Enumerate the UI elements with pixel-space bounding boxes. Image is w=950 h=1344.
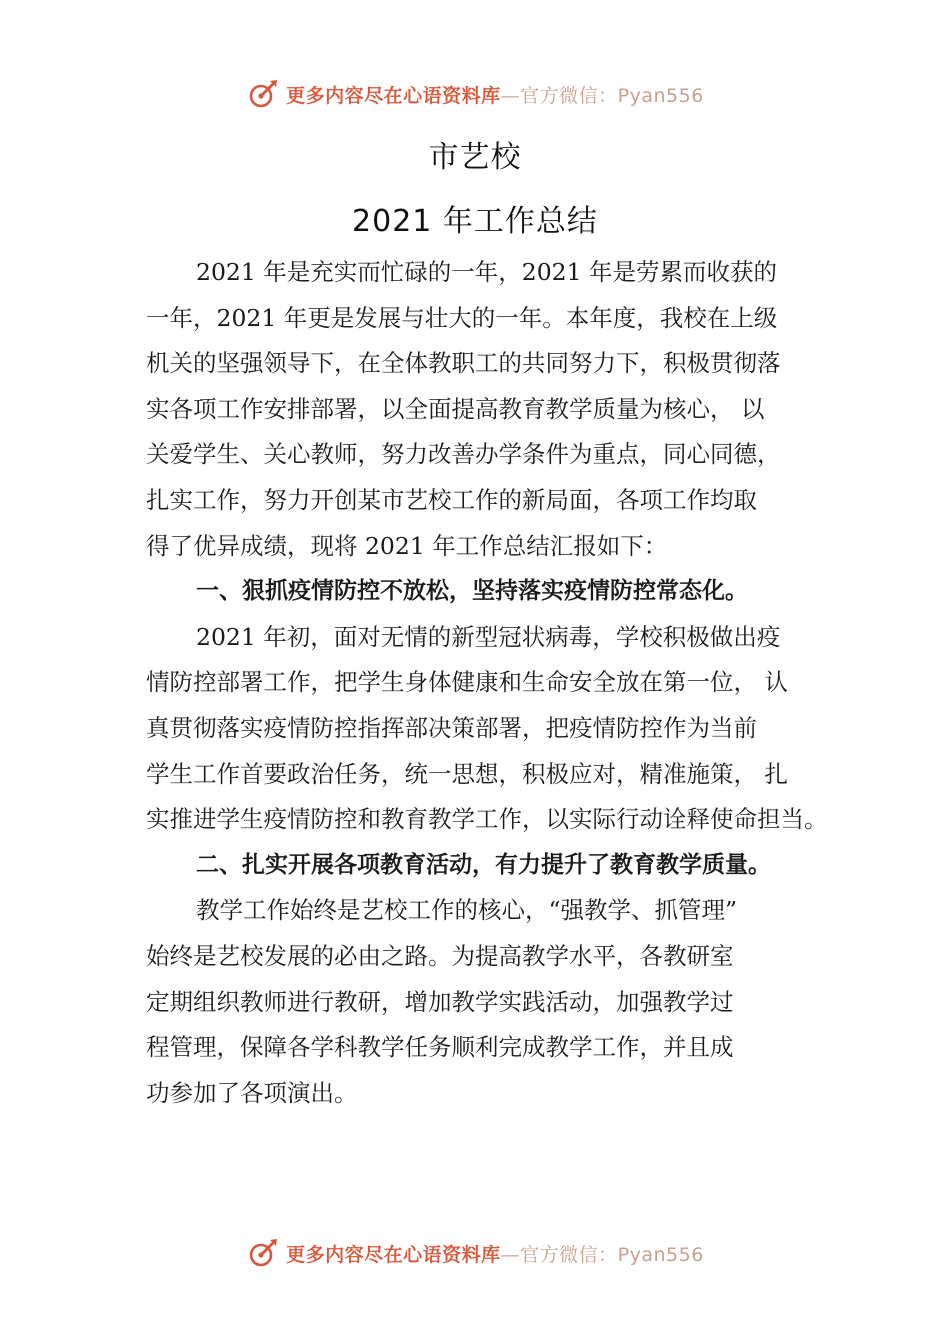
paragraph-line: 2021 年是充实而忙碌的一年，2021 年是劳累而收获的 [196,258,778,286]
watermark-brand: 更多内容尽在心语资料库 [286,84,501,107]
document-body [146,250,836,1116]
paragraph-line: 教学工作始终是艺校工作的核心，“强教学、抓管理” [196,896,738,925]
paragraph-line: 学生工作首要政治任务，统一思想，积极应对，精准施策， 扎 [146,759,788,788]
footer-watermark [0,1231,950,1275]
watermark-contact: 官方微信：Pyan556 [520,84,704,107]
paragraph-line: 真贯彻落实疫情防控指挥部决策部署，把疫情防控作为当前 [146,713,757,742]
watermark-contact: 官方微信：Pyan556 [520,1243,704,1266]
pen-nib-logo-icon [246,77,280,111]
watermark-separator: — [500,84,521,107]
pen-nib-logo-icon [246,1236,280,1270]
section-heading-1: 一、狠抓疫情防控不放松，坚持落实疫情防控常态化。 [196,578,748,605]
paragraph-line: 机关的坚强领导下，在全体教职工的共同努力下，积极贯彻落 [146,349,781,378]
section-2-paragraph [146,888,836,1116]
paragraph-line: 实各项工作安排部署，以全面提高教育教学质量为核心， 以 [146,394,765,423]
document-title: 市艺校 [428,140,522,175]
watermark-text [286,81,704,108]
watermark-separator: — [500,1243,521,1266]
paragraph-line: 实推进学生疫情防控和教育教学工作，以实际行动诠释使命担当。 [146,805,828,834]
paragraph-line: 定期组织教师进行教研，增加教学实践活动，加强教学过 [146,987,734,1016]
paragraph-line: 功参加了各项演出。 [146,1078,358,1107]
paragraph-line: 扎实工作，努力开创某市艺校工作的新局面，各项工作均取 [146,485,757,514]
paragraph-line: 关爱学生、关心教师，努力改善办学条件为重点，同心同德， [146,440,781,469]
header-watermark [0,72,950,116]
section-1-paragraph [146,615,836,843]
paragraph-line: 程管理，保障各学科教学任务顺利完成教学工作，并且成 [146,1033,734,1062]
watermark-text [286,1240,704,1267]
section-heading-2: 二、扎实开展各项教育活动，有力提升了教育教学质量。 [196,851,771,878]
paragraph-line: 情防控部署工作，把学生身体健康和生命安全放在第一位， 认 [146,668,788,697]
paragraph-line: 2021 年初，面对无情的新型冠状病毒，学校积极做出疫 [196,622,781,651]
intro-paragraph [146,250,836,569]
paragraph-line: 始终是艺校发展的必由之路。为提高教学水平，各教研室 [146,941,734,970]
watermark-brand: 更多内容尽在心语资料库 [286,1243,501,1266]
paragraph-line: 得了优异成绩，现将 2021 年工作总结汇报如下： [146,531,668,560]
document-subtitle: 2021 年工作总结 [352,204,598,239]
paragraph-line: 一年，2021 年更是发展与壮大的一年。本年度，我校在上级 [146,303,778,332]
